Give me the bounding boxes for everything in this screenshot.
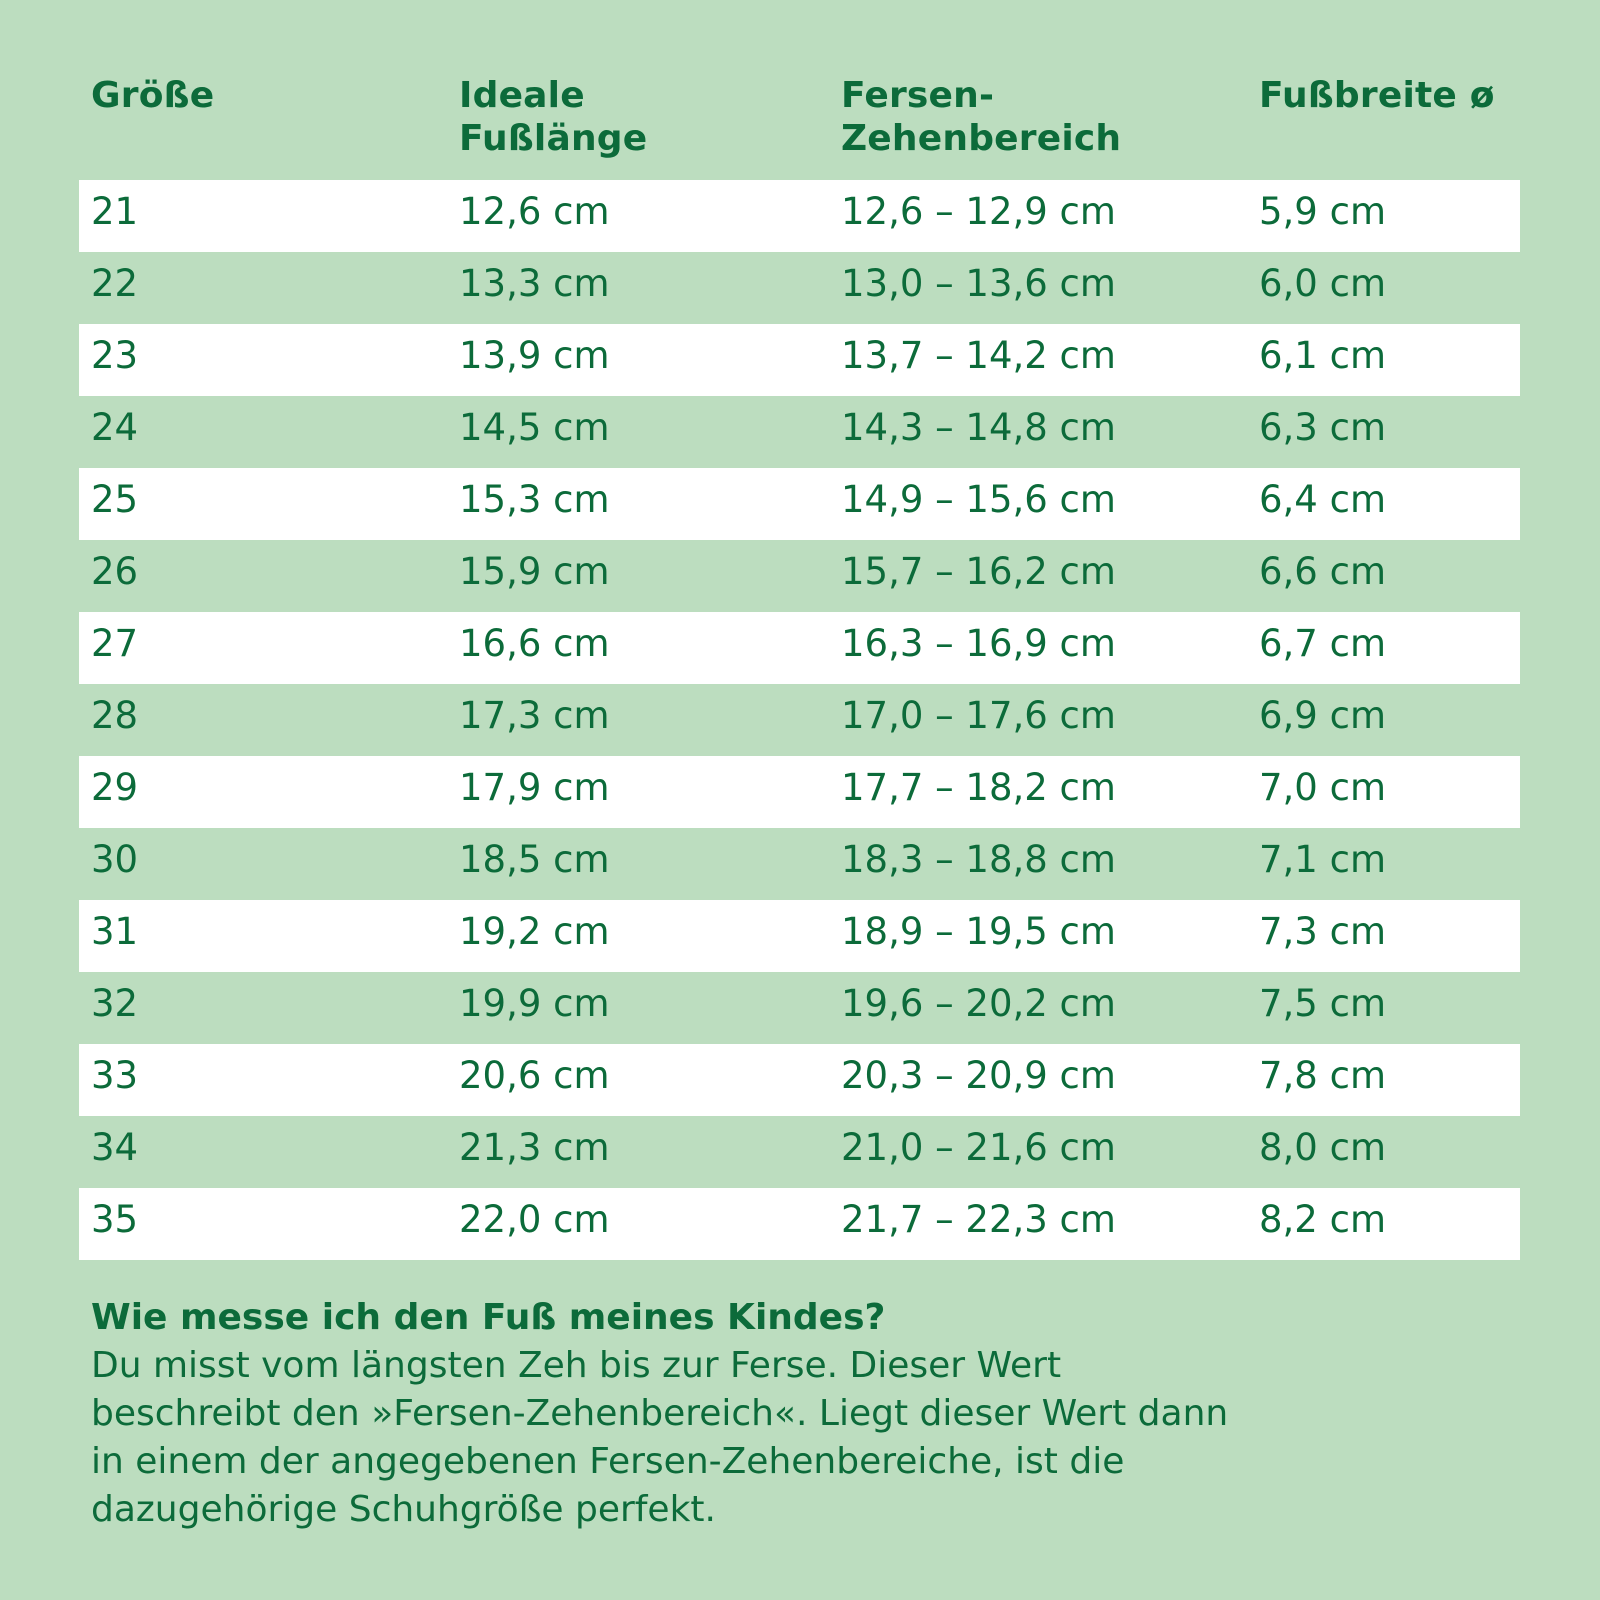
table-row — [79, 900, 1520, 972]
cell-size: 31 — [91, 910, 139, 953]
cell-ideal-foot-length: 15,3 cm — [459, 478, 610, 521]
cell-foot-width: 7,3 cm — [1259, 910, 1386, 953]
cell-ideal-foot-length: 12,6 cm — [459, 190, 610, 233]
table-row — [79, 324, 1520, 396]
cell-ideal-foot-length: 22,0 cm — [459, 1198, 610, 1241]
table-row — [79, 180, 1520, 252]
cell-foot-width: 8,2 cm — [1259, 1198, 1386, 1241]
cell-foot-width: 7,5 cm — [1259, 982, 1386, 1025]
cell-foot-width: 8,0 cm — [1259, 1126, 1386, 1169]
cell-size: 29 — [91, 766, 139, 809]
shoe-size-table — [79, 64, 1520, 1260]
cell-size: 30 — [91, 838, 139, 881]
cell-heel-toe-range: 13,7 – 14,2 cm — [841, 334, 1116, 377]
cell-ideal-foot-length: 16,6 cm — [459, 622, 610, 665]
cell-foot-width: 6,3 cm — [1259, 406, 1386, 449]
cell-ideal-foot-length: 20,6 cm — [459, 1054, 610, 1097]
cell-size: 24 — [91, 406, 139, 449]
table-row — [79, 1044, 1520, 1116]
cell-foot-width: 6,0 cm — [1259, 262, 1386, 305]
cell-foot-width: 6,9 cm — [1259, 694, 1386, 737]
cell-foot-width: 6,1 cm — [1259, 334, 1386, 377]
header-foot-width: Fußbreite ø — [1259, 75, 1495, 116]
table-row — [79, 756, 1520, 828]
cell-ideal-foot-length: 19,9 cm — [459, 982, 610, 1025]
cell-ideal-foot-length: 17,3 cm — [459, 694, 610, 737]
cell-heel-toe-range: 15,7 – 16,2 cm — [841, 550, 1116, 593]
cell-ideal-foot-length: 17,9 cm — [459, 766, 610, 809]
table-row — [79, 828, 1520, 900]
cell-size: 27 — [91, 622, 139, 665]
cell-ideal-foot-length: 13,3 cm — [459, 262, 610, 305]
info-text: Du misst vom längsten Zeh bis zur Ferse. Dieser Wert beschreibt den »Fersen-Zehenbereich«. Liegt dieser Wert dann in einem der angegebenen Fersen-Zehenbereiche, ist die dazugehörige Schuhgröße perfekt. — [91, 1345, 1229, 1530]
cell-size: 32 — [91, 982, 139, 1025]
cell-heel-toe-range: 18,9 – 19,5 cm — [841, 910, 1116, 953]
cell-heel-toe-range: 16,3 – 16,9 cm — [841, 622, 1116, 665]
cell-foot-width: 7,8 cm — [1259, 1054, 1386, 1097]
cell-foot-width: 7,0 cm — [1259, 766, 1386, 809]
cell-heel-toe-range: 17,7 – 18,2 cm — [841, 766, 1116, 809]
header-ideal-foot-length: Ideale Fußlänge — [459, 75, 648, 159]
info-title: Wie messe ich den Fuß meines Kindes? — [91, 1297, 886, 1338]
cell-heel-toe-range: 13,0 – 13,6 cm — [841, 262, 1116, 305]
cell-ideal-foot-length: 13,9 cm — [459, 334, 610, 377]
cell-ideal-foot-length: 21,3 cm — [459, 1126, 610, 1169]
cell-foot-width: 7,1 cm — [1259, 838, 1386, 881]
table-row — [79, 684, 1520, 756]
cell-size: 33 — [91, 1054, 139, 1097]
cell-ideal-foot-length: 19,2 cm — [459, 910, 610, 953]
table-row — [79, 540, 1520, 612]
cell-foot-width: 5,9 cm — [1259, 190, 1386, 233]
cell-foot-width: 6,4 cm — [1259, 478, 1386, 521]
cell-heel-toe-range: 19,6 – 20,2 cm — [841, 982, 1116, 1025]
cell-size: 34 — [91, 1126, 139, 1169]
cell-size: 28 — [91, 694, 139, 737]
table-row — [79, 612, 1520, 684]
cell-size: 25 — [91, 478, 139, 521]
table-body — [79, 180, 1520, 1260]
cell-ideal-foot-length: 15,9 cm — [459, 550, 610, 593]
cell-heel-toe-range: 12,6 – 12,9 cm — [841, 190, 1116, 233]
table-row — [79, 1188, 1520, 1260]
cell-heel-toe-range: 14,9 – 15,6 cm — [841, 478, 1116, 521]
measuring-info — [91, 1294, 1491, 1534]
cell-heel-toe-range: 17,0 – 17,6 cm — [841, 694, 1116, 737]
cell-size: 23 — [91, 334, 139, 377]
header-heel-toe-range: Fersen- Zehenbereich — [841, 75, 1122, 159]
cell-size: 22 — [91, 262, 139, 305]
header-size: Größe — [91, 75, 215, 116]
table-row — [79, 252, 1520, 324]
cell-heel-toe-range: 18,3 – 18,8 cm — [841, 838, 1116, 881]
cell-foot-width: 6,6 cm — [1259, 550, 1386, 593]
cell-size: 35 — [91, 1198, 139, 1241]
cell-foot-width: 6,7 cm — [1259, 622, 1386, 665]
cell-heel-toe-range: 21,0 – 21,6 cm — [841, 1126, 1116, 1169]
cell-ideal-foot-length: 14,5 cm — [459, 406, 610, 449]
cell-ideal-foot-length: 18,5 cm — [459, 838, 610, 881]
cell-size: 26 — [91, 550, 139, 593]
table-row — [79, 468, 1520, 540]
cell-size: 21 — [91, 190, 139, 233]
cell-heel-toe-range: 20,3 – 20,9 cm — [841, 1054, 1116, 1097]
cell-heel-toe-range: 14,3 – 14,8 cm — [841, 406, 1116, 449]
table-row — [79, 972, 1520, 1044]
cell-heel-toe-range: 21,7 – 22,3 cm — [841, 1198, 1116, 1241]
table-header-row — [79, 64, 1520, 180]
table-row — [79, 1116, 1520, 1188]
table-row — [79, 396, 1520, 468]
